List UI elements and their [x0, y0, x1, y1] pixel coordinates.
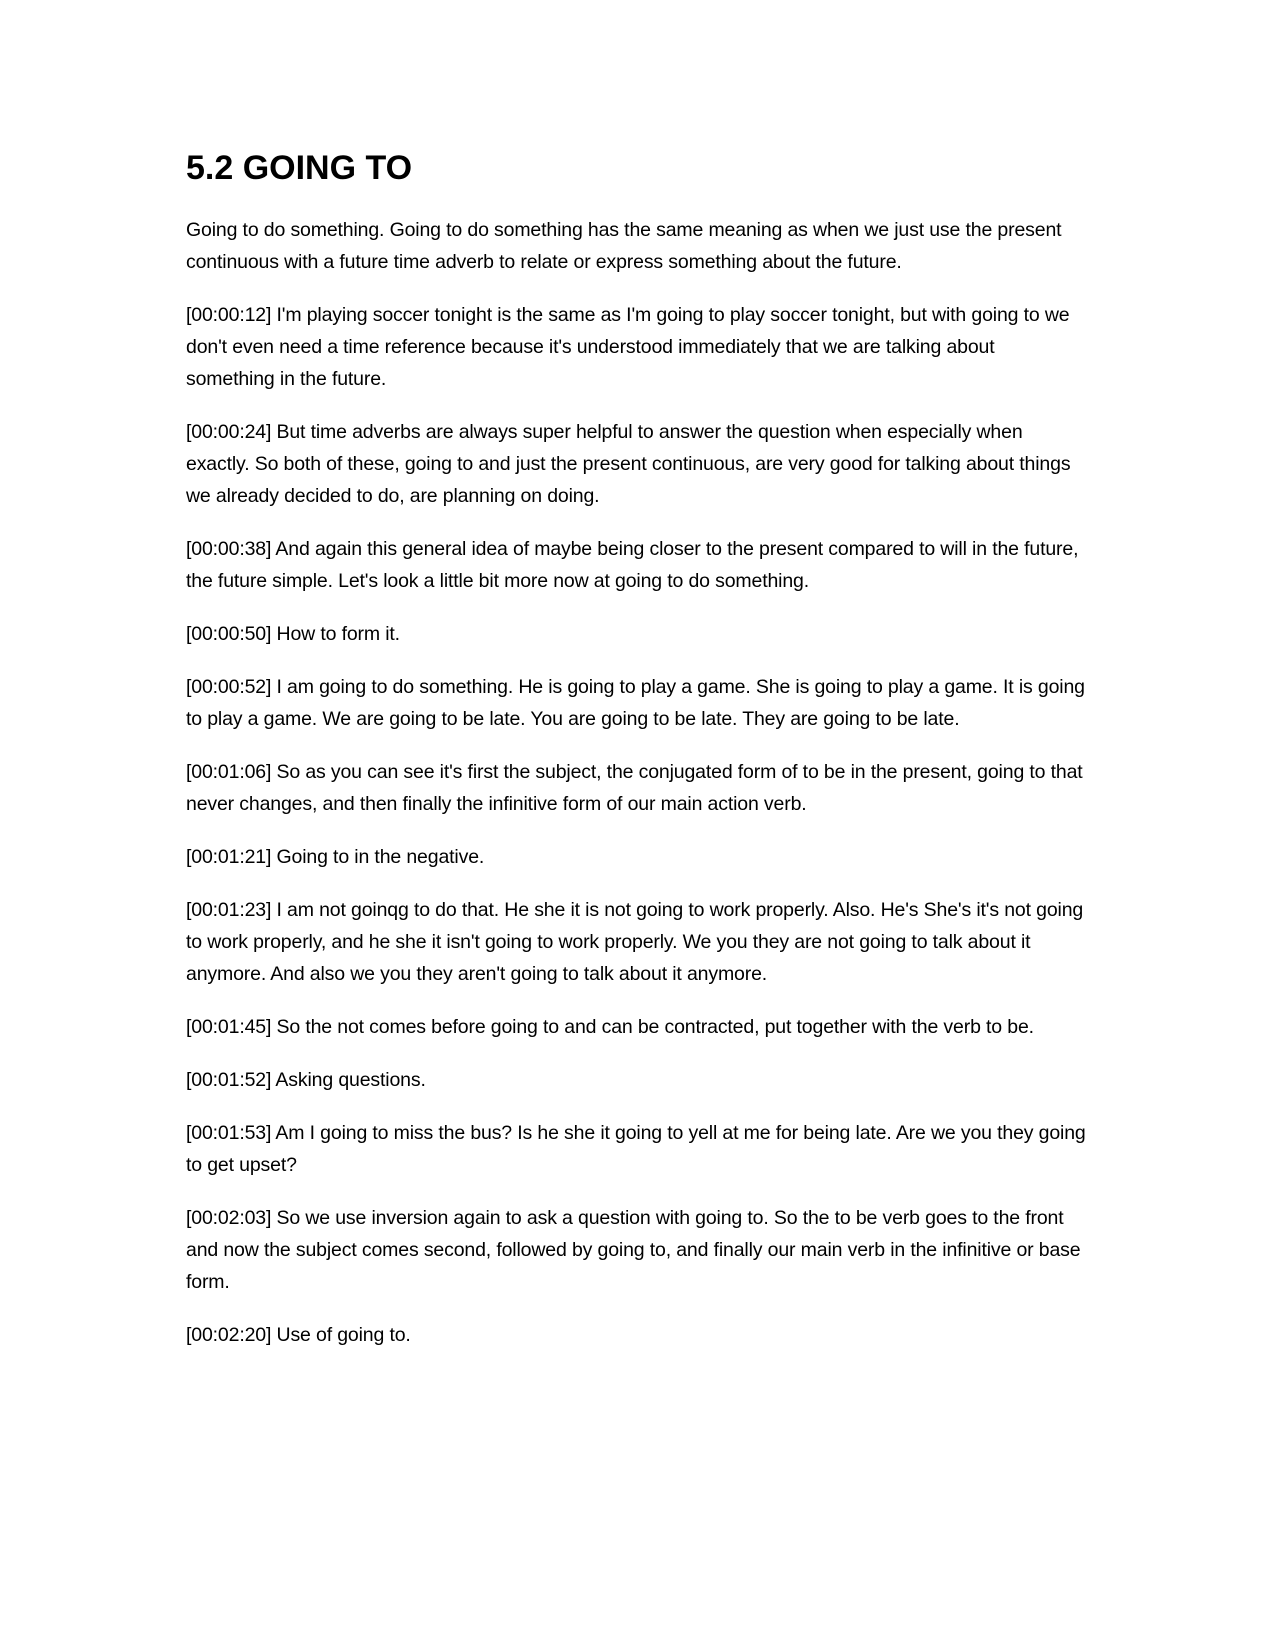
- paragraph-00-01-23: [00:01:23] I am not goinqg to do that. He she it is not going to work properly. Also. He's She's it's not going to work properly, and he she it isn't going to work properly. We you they are not going to talk about it anymore. And also we you they aren't going to talk about it anymore.: [186, 899, 1084, 985]
- section-title: 5.2 GOING TO: [186, 149, 413, 187]
- paragraph-00-01-21: [00:01:21] Going to in the negative.: [186, 846, 485, 868]
- paragraph-00-00-24: [00:00:24] But time adverbs are always super helpful to answer the question when especially when exactly. So both of these, going to and just the present continuous, are very good for talking about things we already decided to do, are planning on doing.: [186, 421, 1071, 507]
- paragraph-00-00-38: [00:00:38] And again this general idea of maybe being closer to the present compared to will in the future, the future simple. Let's look a little bit more now at going to do something.: [186, 538, 1079, 592]
- paragraph-00-00-12: [00:00:12] I'm playing soccer tonight is the same as I'm going to play soccer tonight, but with going to we don't even need a time reference because it's understood immediately that we are talking about something in the future.: [186, 304, 1070, 390]
- paragraph-00-01-52: [00:01:52] Asking questions.: [186, 1069, 426, 1091]
- paragraph-00-00-52: [00:00:52] I am going to do something. He is going to play a game. She is going to play a game. It is going to play a game. We are going to be late. You are going to be late. They are going to be late.: [186, 676, 1085, 730]
- paragraph-00-02-03: [00:02:03] So we use inversion again to ask a question with going to. So the to be verb goes to the front and now the subject comes second, followed by going to, and finally our main verb in the infinitive or base form.: [186, 1207, 1081, 1293]
- paragraph-00-02-20: [00:02:20] Use of going to.: [186, 1324, 411, 1346]
- paragraph-00-01-45: [00:01:45] So the not comes before going to and can be contracted, put together with the verb to be.: [186, 1016, 1034, 1038]
- paragraph-00-01-53: [00:01:53] Am I going to miss the bus? Is he she it going to yell at me for being late. Are we you they going to get upset?: [186, 1122, 1086, 1176]
- document-body: [186, 148, 1086, 1372]
- paragraph-00-00-50: [00:00:50] How to form it.: [186, 623, 400, 645]
- paragraph-00-01-06: [00:01:06] So as you can see it's first the subject, the conjugated form of to be in the present, going to that never changes, and then finally the infinitive form of our main action verb.: [186, 761, 1083, 815]
- paragraph-intro: Going to do something. Going to do something has the same meaning as when we just use the present continuous with a future time adverb to relate or express something about the future.: [186, 219, 1062, 273]
